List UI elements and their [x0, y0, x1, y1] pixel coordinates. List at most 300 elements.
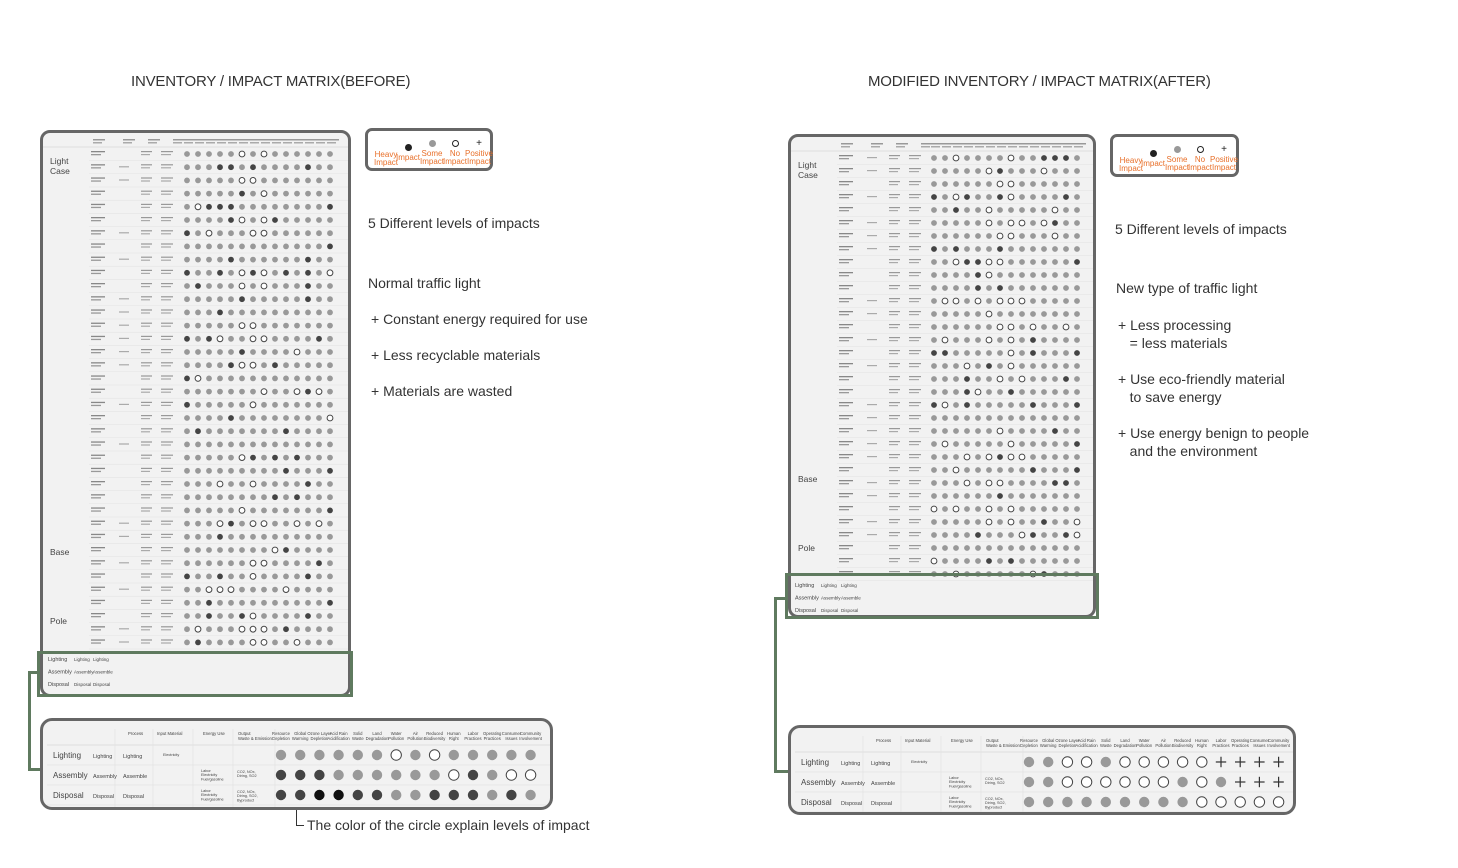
caption-text: The color of the circle explain levels of impact [307, 817, 590, 833]
row-label-mark [161, 494, 173, 495]
column-header: Human [447, 731, 461, 736]
row-label-mark [161, 590, 171, 591]
zoom-row-energy: Electricity [949, 780, 966, 785]
some-impact-dot [1019, 155, 1025, 161]
some-impact-dot [283, 204, 289, 210]
some-impact-dot [314, 750, 324, 760]
no-impact-dot [294, 640, 300, 646]
some-impact-dot [283, 283, 289, 289]
some-impact-dot [276, 750, 286, 760]
zoom-row-output: Diring, SO2, [985, 801, 1006, 806]
column-header: Operating [1231, 738, 1250, 743]
row-label-mark [141, 299, 150, 300]
some-impact-dot [964, 428, 970, 434]
some-impact-dot [294, 283, 300, 289]
row-label-mark [889, 522, 898, 523]
some-impact-dot [206, 574, 212, 580]
some-impact-dot [1101, 797, 1111, 807]
no-impact-dot [250, 402, 256, 408]
row-label-mark [909, 324, 921, 325]
row-label-mark [91, 484, 101, 485]
point-1-after: + Less processing = less materials [1118, 317, 1232, 351]
some-impact-dot [228, 283, 234, 289]
some-impact-dot [1030, 493, 1036, 499]
some-impact-dot [1063, 311, 1069, 317]
column-header: Labor [467, 731, 479, 736]
row-label-mark [839, 233, 853, 234]
row-label-mark [161, 471, 171, 472]
no-impact-dot [1081, 777, 1091, 787]
some-impact-dot [250, 389, 256, 395]
some-impact-dot [1074, 194, 1080, 200]
some-impact-dot [1019, 181, 1025, 187]
row-label-mark [141, 164, 152, 165]
some-impact-dot [294, 560, 300, 566]
row-label-mark [889, 444, 898, 445]
row-label-mark [839, 428, 853, 429]
impact-dot [997, 493, 1003, 499]
row-label-mark [141, 177, 152, 178]
some-impact-dot [283, 494, 289, 500]
row-label-mark [141, 587, 152, 588]
impact-dot [305, 296, 311, 302]
some-impact-dot [429, 770, 439, 780]
caption-pointer [296, 810, 304, 826]
no-impact-dot [997, 428, 1003, 434]
some-impact-dot [305, 428, 311, 434]
impact-dot [184, 336, 190, 342]
some-impact-dot [997, 506, 1003, 512]
no-impact-dot [1158, 777, 1168, 787]
row-label-mark [91, 243, 105, 244]
some-impact-dot [1030, 363, 1036, 369]
row-label-mark [889, 548, 898, 549]
row-label-mark [141, 365, 150, 366]
no-impact-dot [942, 402, 948, 408]
header-label-mark [942, 146, 951, 148]
impact-dot [1063, 194, 1069, 200]
header-label-mark [228, 142, 237, 144]
no-impact-dot [975, 389, 981, 395]
row-label-mark [161, 217, 173, 218]
row-label-mark [909, 522, 919, 523]
row-label-mark [119, 589, 129, 590]
zoom-row-name: Disposal [801, 798, 832, 807]
row-label-mark [141, 418, 150, 419]
some-impact-dot [195, 230, 201, 236]
no-impact-dot [986, 506, 992, 512]
impact-dot [953, 207, 959, 213]
some-impact-dot [327, 230, 333, 236]
row-label-mark [889, 561, 898, 562]
some-impact-dot [283, 534, 289, 540]
column-header: Acid Rain [329, 731, 348, 736]
some-impact-dot [964, 545, 970, 551]
row-label-mark [141, 431, 150, 432]
some-impact-dot [316, 508, 322, 514]
no-impact-dot [228, 587, 234, 593]
impact-dot [217, 204, 223, 210]
row-label-mark [867, 417, 877, 418]
some-impact-dot [305, 494, 311, 500]
some-impact-dot [1063, 415, 1069, 421]
no-impact-dot [506, 770, 516, 780]
some-impact-dot [964, 220, 970, 226]
some-impact-dot [327, 574, 333, 580]
some-impact-dot [931, 376, 937, 382]
zoom-row-process: Assembly [841, 781, 865, 787]
some-impact-dot [942, 246, 948, 252]
no-impact-dot [1041, 168, 1047, 174]
row-label-mark [91, 375, 105, 376]
impact-dot [1074, 441, 1080, 447]
some-impact-dot [964, 441, 970, 447]
some-impact-dot [1041, 480, 1047, 486]
some-impact-dot [261, 310, 267, 316]
row-label-mark [141, 441, 152, 442]
row-label-mark [91, 207, 101, 208]
impact-dot [305, 613, 311, 619]
some-impact-dot [953, 376, 959, 382]
some-impact-dot [327, 455, 333, 461]
some-impact-dot [239, 587, 245, 593]
some-impact-dot [195, 362, 201, 368]
row-label-mark [909, 431, 919, 432]
row-label-mark [141, 339, 150, 340]
row-label-mark [161, 233, 171, 234]
some-impact-dot [327, 336, 333, 342]
impact-dot [195, 640, 201, 646]
some-impact-dot [316, 600, 322, 606]
no-impact-dot [1101, 777, 1111, 787]
some-impact-dot [327, 560, 333, 566]
impact-dot [206, 613, 212, 619]
row-label-mark [161, 481, 173, 482]
some-impact-dot [1063, 363, 1069, 369]
header-label-mark [195, 142, 204, 144]
some-impact-dot [250, 428, 256, 434]
row-label-mark [141, 497, 150, 498]
row-label-mark [889, 454, 900, 455]
some-impact-dot [283, 415, 289, 421]
header-label-mark [986, 146, 995, 148]
bottom-row-process: Lighting [74, 657, 90, 662]
row-label-mark [889, 236, 898, 237]
some-impact-dot [272, 626, 278, 632]
row-label-mark [91, 560, 105, 561]
some-impact-dot [294, 547, 300, 553]
connector-after [774, 597, 788, 773]
row-label-mark [161, 339, 171, 340]
some-impact-dot [953, 168, 959, 174]
some-impact-dot [997, 272, 1003, 278]
some-impact-dot [261, 442, 267, 448]
some-impact-dot [327, 534, 333, 540]
some-impact-dot [1052, 181, 1058, 187]
some-impact-dot [964, 506, 970, 512]
no-impact-dot [261, 389, 267, 395]
no-impact-dot [931, 506, 937, 512]
some-impact-dot [239, 547, 245, 553]
some-impact-dot [975, 350, 981, 356]
row-label-mark [889, 493, 900, 494]
impact-dot [228, 257, 234, 263]
some-impact-dot [283, 296, 289, 302]
some-impact-dot [1008, 493, 1014, 499]
header-label-mark [841, 146, 850, 148]
no-impact-dot [1041, 220, 1047, 226]
some-impact-dot [1041, 415, 1047, 421]
some-impact-dot [1041, 493, 1047, 499]
some-impact-dot [997, 467, 1003, 473]
some-impact-dot [1063, 350, 1069, 356]
row-label-mark [839, 532, 853, 533]
impact-dot [239, 296, 245, 302]
row-label-mark [909, 233, 921, 234]
some-impact-dot [228, 191, 234, 197]
no-impact-dot [250, 323, 256, 329]
row-label-mark [889, 376, 900, 377]
some-impact-dot [184, 613, 190, 619]
some-impact-dot [228, 547, 234, 553]
row-label-mark [889, 311, 900, 312]
some-impact-dot [184, 323, 190, 329]
row-label-mark [909, 350, 921, 351]
row-label-mark [839, 340, 849, 341]
impact-dot [239, 191, 245, 197]
some-impact-dot [261, 362, 267, 368]
row-label-mark [141, 534, 152, 535]
row-label-mark [91, 194, 101, 195]
some-impact-dot [1063, 207, 1069, 213]
row-label-mark [141, 207, 150, 208]
some-impact-dot [316, 191, 322, 197]
some-impact-dot [1063, 272, 1069, 278]
some-impact-dot [942, 389, 948, 395]
some-impact-dot [250, 296, 256, 302]
some-impact-dot [184, 455, 190, 461]
row-label-mark [119, 351, 129, 352]
no-impact-dot [1008, 233, 1014, 239]
some-impact-dot [195, 217, 201, 223]
some-impact-dot [316, 415, 322, 421]
row-label-mark [91, 444, 101, 445]
row-label-mark [161, 389, 173, 390]
some-impact-dot [184, 191, 190, 197]
row-label-mark [839, 558, 853, 559]
some-impact-dot [986, 233, 992, 239]
some-impact-dot [305, 376, 311, 382]
row-label-mark [161, 629, 171, 630]
row-label-mark [141, 547, 152, 548]
some-impact-dot [305, 204, 311, 210]
no-impact-dot [250, 362, 256, 368]
header-label-mark [1074, 143, 1086, 145]
some-impact-dot [975, 415, 981, 421]
row-label-mark [889, 506, 900, 507]
impact-dot [327, 204, 333, 210]
impact-legend-after [1110, 134, 1239, 177]
column-header: Ozone Layer [307, 731, 332, 736]
no-impact-dot [1139, 777, 1149, 787]
row-label-mark [91, 573, 105, 574]
impact-dot [327, 468, 333, 474]
some-impact-dot [228, 534, 234, 540]
row-label-mark [867, 339, 877, 340]
row-label-mark [909, 467, 921, 468]
some-impact-dot [305, 534, 311, 540]
some-impact-dot [195, 468, 201, 474]
some-impact-dot [217, 376, 223, 382]
row-label-mark [909, 246, 921, 247]
legend-label: No Impact [1187, 155, 1212, 172]
some-impact-dot [272, 574, 278, 580]
some-impact-dot [195, 442, 201, 448]
title-after: MODIFIED INVENTORY / IMPACT MATRIX(AFTER) [868, 73, 1211, 90]
row-label-mark [839, 275, 849, 276]
some-impact-dot [525, 750, 535, 760]
row-label-mark [91, 507, 105, 508]
impact-dot [997, 168, 1003, 174]
some-impact-dot [217, 626, 223, 632]
impact-dot [997, 194, 1003, 200]
column-header: Reduced [426, 731, 443, 736]
impact-dot [997, 246, 1003, 252]
row-label-mark [867, 157, 877, 158]
some-impact-dot [1063, 441, 1069, 447]
some-impact-dot [184, 178, 190, 184]
impact-dot [1030, 402, 1036, 408]
legend-label: Positive Impact [1209, 155, 1238, 172]
row-label-mark [141, 576, 150, 577]
some-impact-dot [228, 389, 234, 395]
no-impact-dot [1074, 519, 1080, 525]
row-label-mark [141, 362, 152, 363]
row-label-mark [141, 180, 150, 181]
some-impact-dot [986, 428, 992, 434]
row-label-mark [161, 468, 173, 469]
row-label-mark [141, 220, 150, 221]
some-impact-dot [975, 545, 981, 551]
header-label-mark [986, 143, 998, 145]
some-impact-dot [1019, 415, 1025, 421]
some-impact-dot [986, 194, 992, 200]
some-impact-dot [294, 323, 300, 329]
some-impact-dot [975, 311, 981, 317]
row-label-mark [141, 603, 150, 604]
row-label-mark [839, 441, 853, 442]
some-impact-dot [931, 311, 937, 317]
some-impact-dot [272, 151, 278, 157]
some-impact-dot [1019, 337, 1025, 343]
some-impact-dot [1052, 363, 1058, 369]
row-label-mark [91, 323, 105, 324]
some-impact-dot [294, 415, 300, 421]
some-impact-dot [327, 640, 333, 646]
some-impact-dot [295, 750, 305, 760]
row-label-mark [91, 626, 105, 627]
impact-dot [206, 336, 212, 342]
some-impact-dot [1030, 389, 1036, 395]
some-impact-dot [964, 298, 970, 304]
some-impact-dot [261, 468, 267, 474]
some-impact-dot [953, 441, 959, 447]
some-impact-dot [316, 547, 322, 553]
column-header: Depletion [272, 736, 290, 741]
some-impact-dot [931, 519, 937, 525]
row-label-mark [889, 483, 898, 484]
row-label-mark [839, 483, 849, 484]
row-label-mark [141, 375, 152, 376]
some-impact-dot [931, 233, 937, 239]
some-impact-dot [294, 402, 300, 408]
zoom-row-sub: Assemble [871, 781, 896, 787]
impact-dot [316, 560, 322, 566]
zoom-row-output: Diring, SO2 [237, 774, 257, 779]
row-label-mark [141, 246, 150, 247]
row-label-mark [909, 275, 919, 276]
some-impact-dot [239, 560, 245, 566]
row-label-mark [161, 312, 171, 313]
no-impact-dot [206, 587, 212, 593]
some-impact-dot [953, 220, 959, 226]
some-impact-dot [1030, 246, 1036, 252]
some-impact-dot [931, 532, 937, 538]
row-label-mark [161, 441, 173, 442]
some-impact-dot [195, 244, 201, 250]
impact-dot [184, 402, 190, 408]
row-label-mark [909, 405, 919, 406]
some-impact-dot [217, 151, 223, 157]
row-label-mark [141, 286, 150, 287]
row-label-mark [909, 353, 919, 354]
some-impact-dot [1008, 376, 1014, 382]
row-label-mark [161, 273, 171, 274]
some-impact-dot [305, 560, 311, 566]
some-impact-dot [206, 362, 212, 368]
row-label-mark [909, 379, 919, 380]
title-before: INVENTORY / IMPACT MATRIX(BEFORE) [131, 73, 411, 90]
column-header: Practices [483, 736, 501, 741]
some-impact-dot [283, 574, 289, 580]
no-impact-dot [195, 626, 201, 632]
no-impact-dot [1008, 337, 1014, 343]
some-impact-dot [1019, 246, 1025, 252]
some-impact-dot [1019, 558, 1025, 564]
some-impact-dot [964, 233, 970, 239]
some-impact-dot [327, 402, 333, 408]
row-label-mark [867, 456, 877, 457]
row-label-mark [839, 353, 849, 354]
row-label-mark [91, 230, 105, 231]
some-impact-dot [333, 750, 343, 760]
row-label-mark [867, 196, 877, 197]
some-impact-dot [1043, 797, 1053, 807]
some-impact-dot [1158, 797, 1168, 807]
some-impact-dot [272, 270, 278, 276]
row-label-mark [867, 521, 877, 522]
some-impact-dot [997, 350, 1003, 356]
impact-dot [305, 574, 311, 580]
row-label-mark [161, 299, 171, 300]
row-label-mark [889, 350, 900, 351]
row-label-mark [839, 324, 853, 325]
row-label-mark [839, 181, 853, 182]
no-impact-dot [195, 376, 201, 382]
some-impact-dot [931, 272, 937, 278]
header-label-mark [1063, 146, 1072, 148]
some-impact-dot [250, 151, 256, 157]
